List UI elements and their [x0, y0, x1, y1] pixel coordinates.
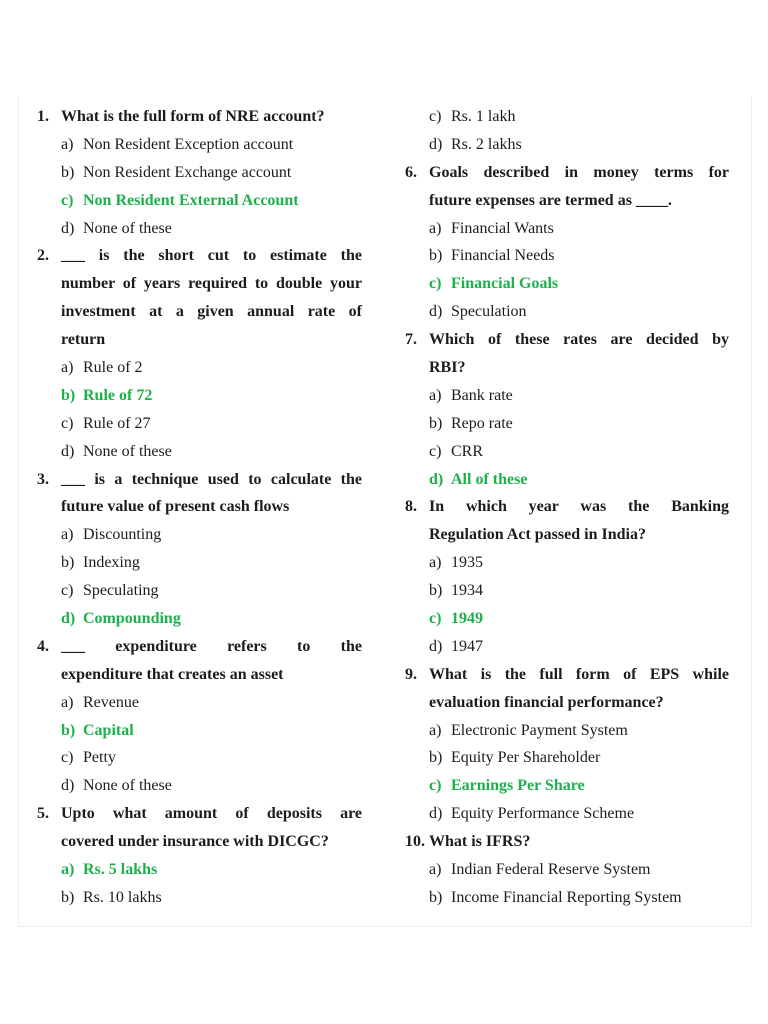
correct-answer-option [405, 605, 729, 633]
answer-option [37, 131, 362, 159]
correct-answer-option [37, 382, 362, 410]
option-letter: b) [429, 749, 443, 767]
question-number: 2. [37, 247, 49, 265]
answer-option [405, 884, 729, 912]
answer-option [37, 215, 362, 243]
answer-option [37, 159, 362, 187]
option-text: Rs. 2 lakhs [451, 135, 522, 153]
question-line [37, 633, 362, 661]
option-letter: b) [61, 386, 76, 404]
question-number: 7. [405, 331, 417, 349]
option-text: Rule of 2 [83, 359, 143, 377]
option-text: Rs. 1 lakh [451, 108, 516, 125]
question-line [405, 159, 729, 187]
option-letter: c) [61, 414, 74, 432]
option-letter: d) [429, 637, 443, 655]
question-text-continued: expenditure that creates an asset [61, 665, 284, 683]
answer-option [405, 438, 729, 466]
answer-option [37, 884, 362, 912]
answer-option [405, 410, 729, 438]
option-letter: c) [429, 442, 442, 460]
answer-option [405, 577, 729, 605]
option-text: All of these [451, 470, 528, 488]
option-text: Bank rate [451, 386, 513, 404]
question-text: Upto what amount of deposits are [61, 805, 362, 823]
option-text: Equity Performance Scheme [451, 805, 635, 823]
answer-option [37, 354, 362, 382]
option-text: Rule of 27 [83, 414, 151, 432]
option-letter: c) [61, 749, 74, 767]
option-letter: b) [61, 721, 76, 739]
option-text: 1934 [451, 582, 483, 600]
question-number: 1. [37, 108, 49, 125]
question-line [37, 242, 362, 270]
question-text: ___ is a technique used to calculate the [61, 470, 362, 488]
question-number: 5. [37, 805, 49, 823]
option-text: Rs. 10 lakhs [83, 888, 162, 906]
answer-option [37, 577, 362, 605]
option-text: Income Financial Reporting System [451, 888, 682, 906]
option-letter: d) [429, 135, 443, 153]
answer-option [405, 131, 729, 159]
option-text: Financial Goals [451, 275, 559, 293]
question-text: Goals described in money terms for [429, 163, 729, 181]
answer-option [37, 772, 362, 800]
answer-option [405, 856, 729, 884]
option-text: Non Resident External Account [83, 191, 299, 209]
option-letter: d) [61, 610, 76, 628]
option-text: Speculating [83, 582, 159, 600]
option-text: Petty [83, 749, 116, 767]
option-letter: a) [429, 386, 442, 404]
question-text: Which of these rates are decided by [429, 331, 729, 349]
option-text: None of these [83, 442, 172, 460]
question-line [405, 661, 729, 689]
correct-answer-option [405, 466, 729, 494]
left-column [37, 103, 362, 912]
option-letter: d) [429, 805, 443, 823]
option-letter: a) [61, 526, 74, 544]
answer-option [405, 242, 729, 270]
answer-option [405, 103, 729, 131]
option-letter: d) [429, 303, 443, 321]
option-text: Speculation [451, 303, 527, 321]
option-text: 1949 [451, 610, 483, 628]
option-text: Discounting [83, 526, 162, 544]
question-line [405, 326, 729, 354]
option-letter: c) [429, 275, 442, 293]
option-letter: a) [61, 861, 75, 879]
answer-option [405, 382, 729, 410]
option-letter: c) [61, 191, 74, 209]
correct-answer-option [405, 270, 729, 298]
correct-answer-option [37, 856, 362, 884]
option-letter: b) [429, 414, 443, 432]
question-text: ___ is the short cut to estimate the [61, 247, 362, 265]
option-letter: b) [61, 554, 75, 572]
option-text: Earnings Per Share [451, 777, 585, 795]
answer-option [37, 744, 362, 772]
answer-option [405, 215, 729, 243]
option-text: 1947 [451, 637, 483, 655]
question-text-continued: investment at a given annual rate of [61, 303, 362, 321]
answer-option [405, 549, 729, 577]
question-text: What is IFRS? [429, 833, 531, 851]
option-letter: c) [429, 610, 442, 628]
answer-option [37, 410, 362, 438]
answer-option [37, 549, 362, 577]
option-text: CRR [451, 442, 484, 460]
question-number: 10. [405, 833, 425, 851]
option-letter: d) [61, 442, 75, 460]
question-line [405, 828, 729, 856]
question-line [37, 103, 362, 131]
option-text: Repo rate [451, 414, 513, 432]
option-letter: c) [429, 777, 442, 795]
option-text: Compounding [83, 610, 181, 628]
question-number: 9. [405, 665, 417, 683]
question-line [405, 493, 729, 521]
answer-option [405, 800, 729, 828]
question-text-continued: Regulation Act passed in India? [429, 526, 646, 544]
option-letter: c) [429, 108, 442, 125]
option-letter: b) [429, 247, 443, 265]
option-text: Financial Wants [451, 219, 554, 237]
question-number: 4. [37, 637, 49, 655]
option-text: Electronic Payment System [451, 721, 628, 739]
option-letter: a) [429, 219, 442, 237]
option-letter: b) [61, 888, 75, 906]
answer-option [37, 689, 362, 717]
question-number: 6. [405, 163, 417, 181]
option-text: Indian Federal Reserve System [451, 861, 651, 879]
question-text: What is the full form of NRE account? [61, 108, 325, 125]
option-text: 1935 [451, 554, 483, 572]
correct-answer-option [37, 605, 362, 633]
question-text-continued: future expenses are termed as ____. [429, 191, 672, 209]
question-number: 3. [37, 470, 49, 488]
question-text-continued: RBI? [429, 359, 466, 377]
option-text: None of these [83, 219, 172, 237]
question-text: What is the full form of EPS while [429, 665, 729, 683]
option-letter: b) [429, 582, 443, 600]
answer-option [405, 717, 729, 745]
answer-option [37, 521, 362, 549]
question-line [37, 800, 362, 828]
option-letter: c) [61, 582, 74, 600]
option-letter: a) [429, 721, 442, 739]
option-text: Capital [83, 721, 134, 739]
question-text-continued: covered under insurance with DICGC? [61, 833, 329, 851]
option-letter: d) [61, 777, 75, 795]
option-letter: a) [429, 554, 442, 572]
option-letter: b) [61, 163, 75, 181]
question-number: 8. [405, 498, 417, 516]
option-text: Revenue [83, 693, 139, 711]
option-letter: a) [429, 861, 442, 879]
option-text: Non Resident Exchange account [83, 163, 292, 181]
question-text-continued: number of years required to double your [61, 275, 362, 293]
option-text: Equity Per Shareholder [451, 749, 601, 767]
option-letter: d) [429, 470, 444, 488]
right-column [405, 103, 729, 912]
question-text-continued: evaluation financial performance? [429, 693, 664, 711]
option-text: Financial Needs [451, 247, 555, 265]
correct-answer-option [37, 187, 362, 215]
option-text: Non Resident Exception account [83, 135, 294, 153]
option-text: Indexing [83, 554, 140, 572]
option-letter: d) [61, 219, 75, 237]
option-letter: a) [61, 135, 74, 153]
option-text: Rs. 5 lakhs [83, 861, 158, 879]
answer-option [405, 744, 729, 772]
answer-option [37, 438, 362, 466]
question-text: In which year was the Banking [429, 498, 729, 516]
question-text-continued: future value of present cash flows [61, 498, 290, 516]
correct-answer-option [405, 772, 729, 800]
question-line [37, 466, 362, 494]
answer-option [405, 298, 729, 326]
answer-option [405, 633, 729, 661]
correct-answer-option [37, 717, 362, 745]
question-text-continued: return [61, 331, 106, 349]
option-letter: a) [61, 693, 74, 711]
option-text: Rule of 72 [83, 386, 153, 404]
option-text: None of these [83, 777, 172, 795]
question-text: ___ expenditure refers to the [61, 637, 362, 655]
option-letter: a) [61, 359, 74, 377]
option-letter: b) [429, 888, 443, 906]
